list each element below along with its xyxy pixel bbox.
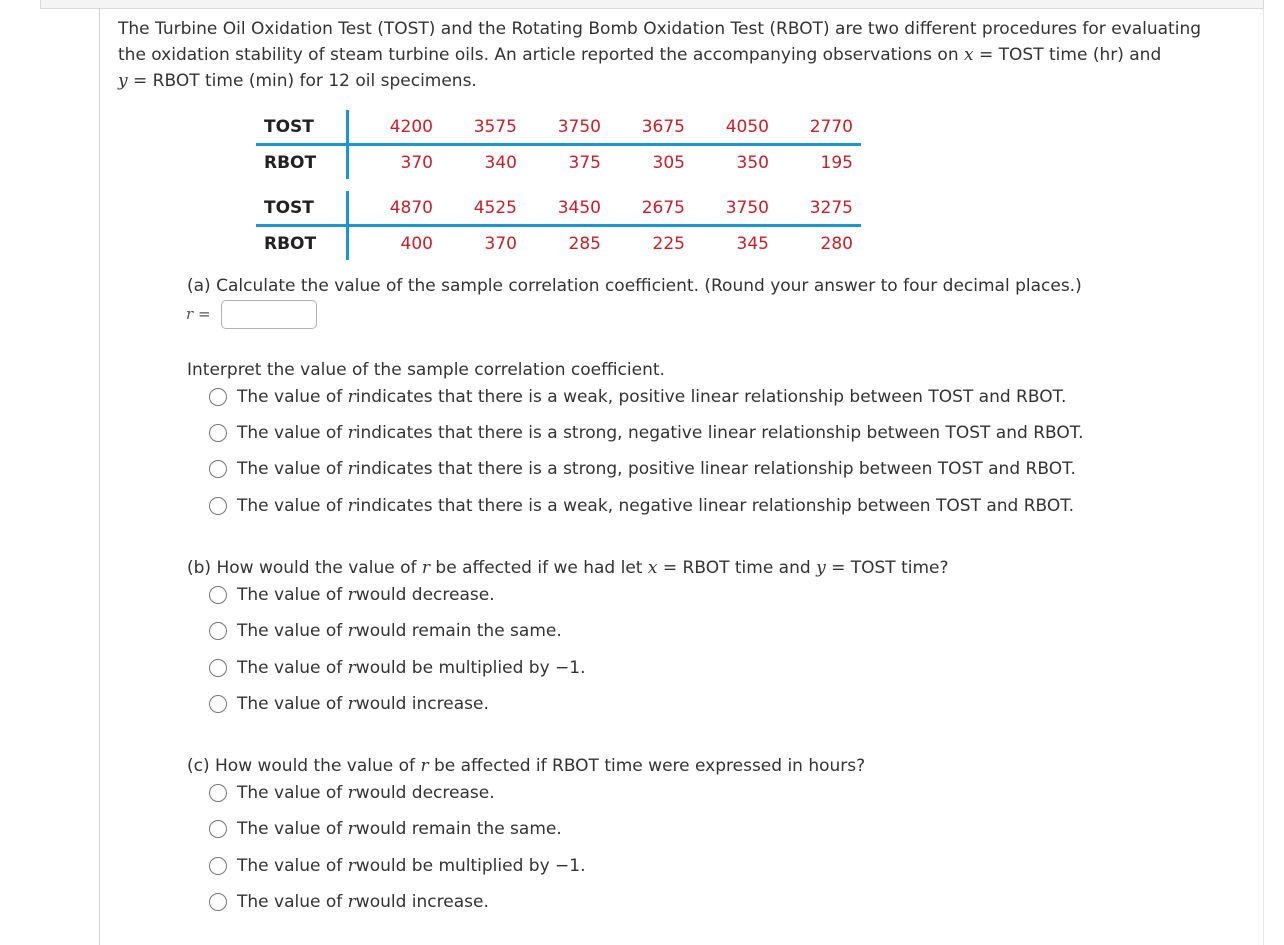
r-answer-input[interactable]: [221, 300, 317, 329]
table-cell: 3575: [433, 110, 517, 145]
part-a-option-3[interactable]: The value of r indicates that there is a strong, positive linear relationship between TOST and RBOT.: [209, 457, 1076, 481]
table-cell: 2675: [601, 191, 685, 226]
var-x: x: [964, 45, 974, 65]
part-a-option-2[interactable]: The value of r indicates that there is a strong, negative linear relationship between TOST and RBOT.: [209, 421, 1084, 445]
table-cell: 345: [736, 233, 769, 254]
table-cell: 370: [400, 152, 433, 173]
radio-button[interactable]: [209, 893, 227, 911]
table-row-tost: [256, 191, 861, 226]
table-row-tost: [256, 110, 861, 145]
intro-line-2b: = TOST time (hr) and: [973, 45, 1162, 65]
part-c-option-1[interactable]: The value of r would decrease.: [209, 781, 495, 805]
radio-button[interactable]: [209, 424, 227, 442]
table-cell: 400: [400, 233, 433, 254]
radio-button[interactable]: [209, 820, 227, 838]
part-c-option-3[interactable]: The value of r would be multiplied by −1.: [209, 854, 586, 878]
part-a-question: (a) Calculate the value of the sample correlation coefficient. (Round your answer to four decimal places.): [187, 276, 1082, 296]
part-b-option-4[interactable]: The value of r would increase.: [209, 692, 489, 716]
table-cell: 3750: [685, 191, 769, 226]
radio-button[interactable]: [209, 460, 227, 478]
radio-button[interactable]: [209, 695, 227, 713]
radio-button[interactable]: [209, 659, 227, 677]
part-a-option-1[interactable]: The value of r indicates that there is a weak, positive linear relationship between TOST and RBOT.: [209, 385, 1066, 409]
part-b-option-1[interactable]: The value of r would decrease.: [209, 583, 495, 607]
table-cell: 3675: [601, 110, 685, 145]
row-label-rbot: RBOT: [256, 226, 348, 261]
part-c-question: (c) How would the value of r be affected if RBOT time were expressed in hours?: [187, 756, 866, 776]
table-cell: 340: [484, 152, 517, 173]
table-cell: 3750: [517, 110, 601, 145]
part-b-question: (b) How would the value of r be affected if we had let x = RBOT time and y = TOST time?: [187, 558, 949, 578]
table-cell: 225: [652, 233, 685, 254]
table-cell: 2770: [769, 110, 861, 145]
part-c-option-2[interactable]: The value of r would remain the same.: [209, 817, 562, 841]
part-a-option-4[interactable]: The value of r indicates that there is a weak, negative linear relationship between TOST and RBOT.: [209, 494, 1074, 518]
data-table-2: [256, 191, 861, 260]
table-cell: 285: [568, 233, 601, 254]
part-a-interpret-prompt: Interpret the value of the sample correlation coefficient.: [187, 360, 665, 380]
table-cell: 350: [736, 152, 769, 173]
radio-button[interactable]: [209, 388, 227, 406]
table-cell: 4525: [433, 191, 517, 226]
radio-button[interactable]: [209, 784, 227, 802]
row-label-tost: TOST: [256, 191, 348, 226]
data-table-1: [256, 110, 861, 179]
intro-line-2: the oxidation stability of steam turbine oils. An article reported the accompanying observations on: [118, 45, 965, 65]
table-row-rbot: [256, 226, 861, 261]
table-cell: 4050: [685, 110, 769, 145]
part-b-option-3[interactable]: The value of r would be multiplied by −1.: [209, 656, 586, 680]
table-cell: 305: [652, 152, 685, 173]
radio-button[interactable]: [209, 622, 227, 640]
part-c-option-4[interactable]: The value of r would increase.: [209, 890, 489, 914]
problem-intro: [118, 16, 1228, 94]
table-cell: 195: [820, 152, 853, 173]
table-cell: 3275: [769, 191, 861, 226]
table-cell: 280: [820, 233, 853, 254]
intro-line-3: = RBOT time (min) for 12 oil specimens.: [127, 71, 477, 91]
intro-line-1: The Turbine Oil Oxidation Test (TOST) and the Rotating Bomb Oxidation Test (RBOT) are two different procedures for evaluating: [118, 19, 1202, 39]
radio-button[interactable]: [209, 857, 227, 875]
part-b-option-2[interactable]: The value of r would remain the same.: [209, 619, 562, 643]
row-label-tost: TOST: [256, 110, 348, 145]
table-cell: 370: [484, 233, 517, 254]
radio-button[interactable]: [209, 497, 227, 515]
row-label-rbot: RBOT: [256, 145, 348, 180]
r-label: r =: [186, 305, 211, 323]
table-row-rbot: [256, 145, 861, 180]
table-cell: 3450: [517, 191, 601, 226]
table-cell: 4200: [348, 110, 434, 145]
radio-button[interactable]: [209, 586, 227, 604]
var-y: y: [118, 71, 128, 91]
table-cell: 375: [568, 152, 601, 173]
table-cell: 4870: [348, 191, 434, 226]
